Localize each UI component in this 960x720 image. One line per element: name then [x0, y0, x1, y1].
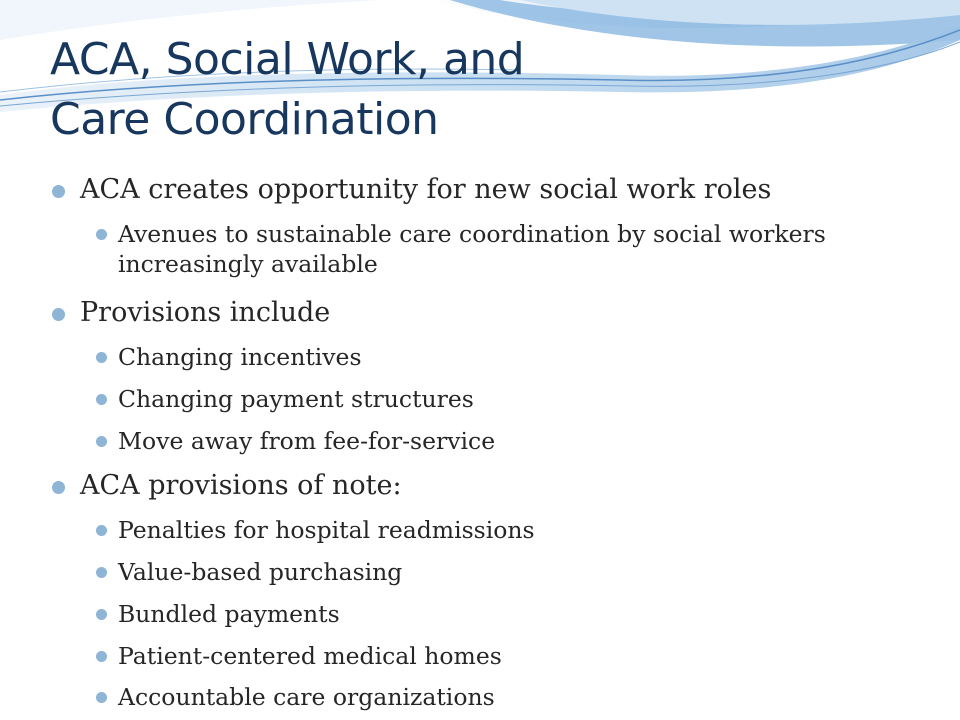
sub-bullet-aco — [118, 681, 938, 714]
sub-bullet-value-based — [118, 556, 938, 589]
sub-bullet-fee-for-service — [118, 425, 938, 458]
sub-bullet-changing-incentives — [118, 341, 938, 374]
bullet-dot-icon — [96, 229, 107, 240]
bullet-text: ACA creates opportunity for new social work roles — [80, 174, 772, 205]
bullet-dot-icon — [52, 185, 65, 198]
slide-title-line-1: ACA, Social Work, and — [50, 34, 525, 85]
bullet-dot-icon — [96, 436, 107, 447]
bullet-dot-icon — [96, 567, 107, 578]
bullet-dot-icon — [52, 308, 65, 321]
bullet-text: Bundled payments — [118, 600, 340, 628]
sub-bullet-payment-structures — [118, 383, 938, 416]
bullet-text-line-2: increasingly available — [118, 250, 378, 278]
bullet-text: Value-based purchasing — [118, 558, 403, 586]
sub-bullet-medical-homes — [118, 640, 938, 673]
bullet-provisions-include — [80, 297, 940, 329]
bullet-text: Patient-centered medical homes — [118, 642, 502, 670]
slide-title-line-2: Care Coordination — [50, 94, 439, 145]
sub-bullet-readmissions — [118, 514, 938, 547]
bullet-text: ACA provisions of note: — [80, 470, 402, 501]
bullet-text: Accountable care organizations — [118, 683, 495, 711]
bullet-provisions-of-note — [80, 470, 940, 502]
sub-bullet-avenues — [118, 218, 938, 281]
sub-bullet-bundled-payments — [118, 598, 938, 631]
bullet-text: Changing incentives — [118, 343, 362, 371]
bullet-dot-icon — [96, 352, 107, 363]
bullet-dot-icon — [96, 525, 107, 536]
bullet-dot-icon — [96, 692, 107, 703]
bullet-dot-icon — [52, 481, 65, 494]
bullet-text: Move away from fee-for-service — [118, 427, 496, 455]
bullet-dot-icon — [96, 394, 107, 405]
bullet-text: Changing payment structures — [118, 385, 474, 413]
bullet-aca-opportunity — [80, 174, 940, 206]
bullet-text-line-1: Avenues to sustainable care coordination by social workers — [118, 220, 826, 248]
bullet-text: Provisions include — [80, 297, 331, 328]
bullet-text: Penalties for hospital readmissions — [118, 516, 535, 544]
bullet-dot-icon — [96, 609, 107, 620]
bullet-dot-icon — [96, 651, 107, 662]
